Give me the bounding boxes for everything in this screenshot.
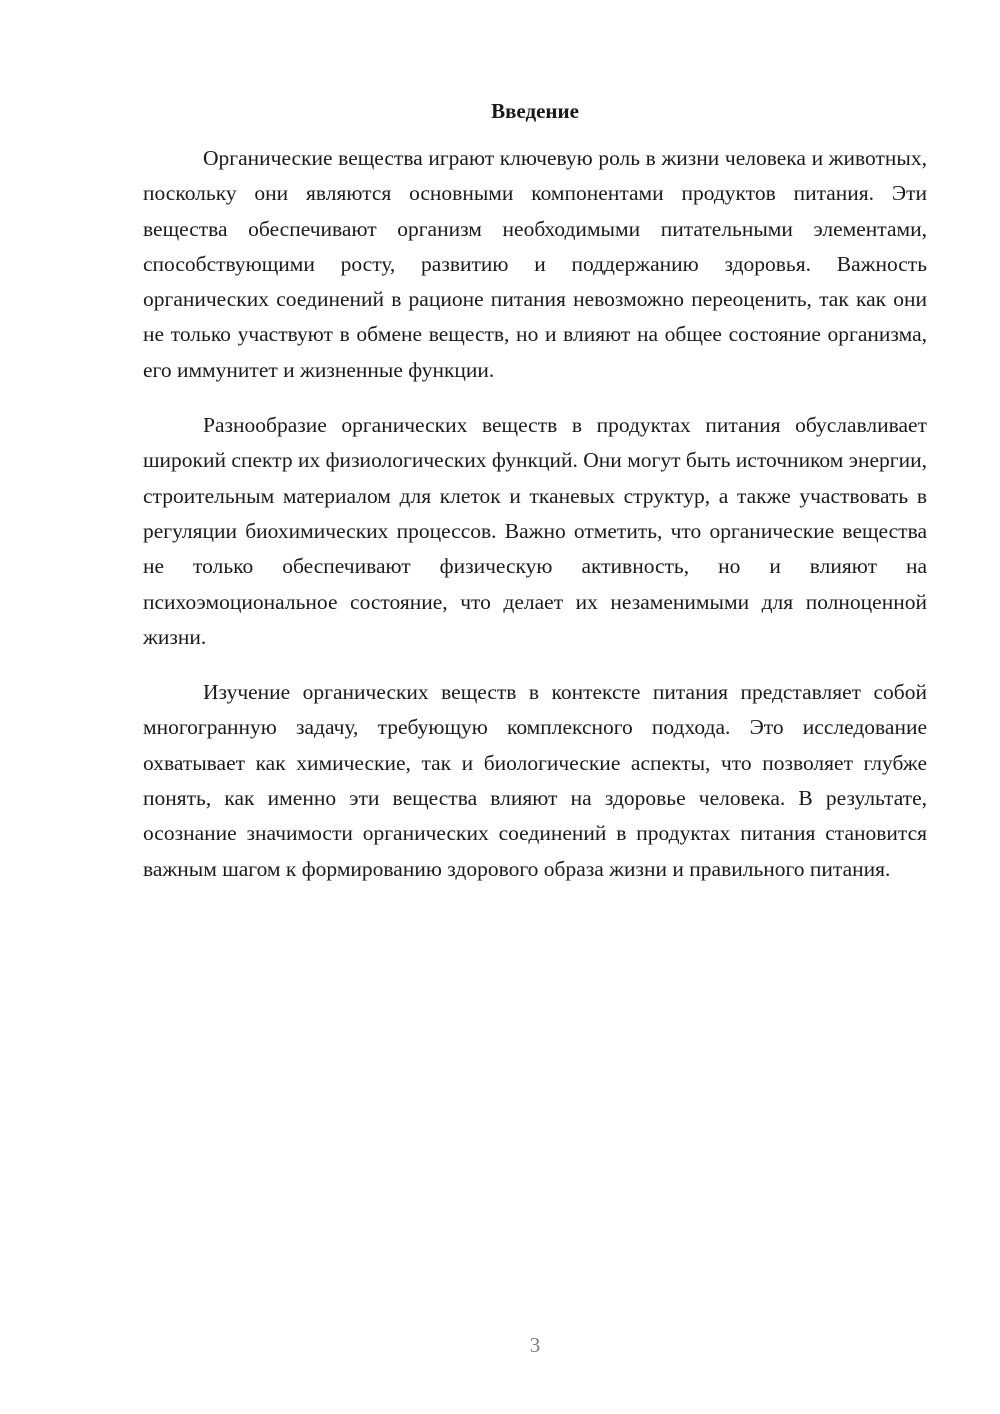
page-number: 3 [529, 1333, 541, 1357]
body-text [143, 141, 927, 907]
section-heading: Введение [491, 99, 579, 123]
paragraph-1: Органические вещества играют ключевую роль в жизни человека и животных, поскольку они являются основными компонентами продуктов питания. Эти вещества обеспечивают организм необходимыми питательными элементами, способствующими росту, развитию и поддержанию здоровья. Важность органических соединений в рационе питания невозможно переоценить, так как они не только участвуют в обмене веществ, но и влияют на общее состояние организма, его иммунитет и жизненные функции. [143, 146, 927, 382]
paragraph-2: Разнообразие органических веществ в продуктах питания обуславливает широкий спектр их физиологических функций. Они могут быть источником энергии, строительным материалом для клеток и тканевых структур, а также участвовать в регуляции биохимических процессов. Важно отметить, что органические вещества не только обеспечивают физическую активность, но и влияют на психоэмоциональное состояние, что делает их незаменимыми для полноценной жизни. [143, 413, 927, 649]
paragraph-3: Изучение органических веществ в контексте питания представляет собой многогранную задачу, требующую комплексного подхода. Это исследование охватывает как химические, так и биологические аспекты, что позволяет глубже понять, как именно эти вещества влияют на здоровье человека. В результате, осознание значимости органических соединений в продуктах питания становится важным шагом к формированию здорового образа жизни и правильного питания. [143, 680, 927, 881]
